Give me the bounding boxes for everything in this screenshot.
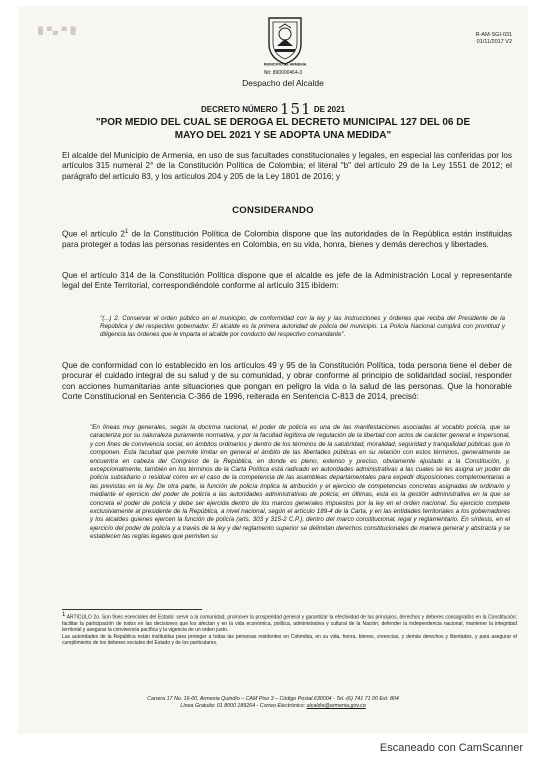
quote-sentencia: "En líneas muy generales, según la doctrina nacional, el poder de policía es una de las manifestaciones asociadas al vocablo policía, que se caracteriza por su naturaleza puramente normativa, y por la facultad legítima de regulación de la libertad con actos de carácter general e impersonal, y con fines de convivencia social, en ámbitos ordinarios y dentro de los términos de la salubridad, moralidad, seguridad y tranquilidad públicas que lo componen. Esta facultad que permite limitar en general el ámbito de las libertades públicas en su relación con estos términos, generalmente se encuentra en cabeza del Congreso de la República, en donde es pleno, extenso y preciso, obviamente ajustado a la Constitución, y, excepcionalmente, también en los términos de la Carta Política está radicado en autoridades administrativas a las cuales se les asigna un poder de policía subsidiario o residual como en el caso de la competencia de las asambleas departamentales para expedir disposiciones complementarias a las previstas en la ley. De otra parte, la función de policía implica la atribución y el ejercicio de competencias concretas asignadas de ordinario y mediante el ejercicio del poder de policía a las autoridades administrativas de policía; en últimas, esta es la gestión administrativa en la que se concreta el poder de policía y debe ser ejercida dentro de los marcos generales impuestos por la ley en el orden nacional. Su ejercicio compete exclusivamente al presidente de la República, a nivel nacional, según el artículo 189-4 de la Carta, y en las entidades territoriales a los gobernadores y los alcaldes quienes ejercen la función de policía (arts. 303 y 315-2 C.P.), dentro del marco constitucional, legal y reglamentario. En síntesis, en el ejercicio del poder de policía y a través de la ley y del reglamento superior se delimitan derechos constitucionales de manera general y abstracta y se establecen las reglas legales que permiten su — [90, 424, 510, 541]
decree-year: DE 2021 — [313, 105, 345, 114]
paragraph-articles-49-95: Que de conformidad con lo establecido en los artículos 49 y 95 de la Constitución Política, toda persona tiene el deber de procurar el cuidado integral de su salud y de su comunidad, y obrar conforme al principio de solidaridad social, responder con acciones humanitarias ante situaciones que pongan en peligro la vida o la salud de las personas. Que la honorable Corte Constitucional en Sentencia C-366 de 1996, reiterada en Sentencia C-813 de 2014, precisó: — [62, 361, 512, 402]
municipal-seal-icon — [263, 14, 307, 66]
para1-start: Que el artículo 2 — [62, 229, 125, 239]
footnote-text-1: ARTICULO 2o. Son fines esenciales del Estado: servir a la comunidad, promover la prosperidad general y garantizar la efectividad de los principios, derechos y deberes consagrados en la Constitución; facilitar la participación de todos en las decisiones que los afectan y en la vida económica, política, administrativa y cultural de la Nación; defender la independencia nacional, mantener la integridad territorial y asegurar la convivencia pacífica y la vigencia de un orden justo. — [62, 614, 517, 634]
considerando-heading: CONSIDERANDO — [232, 205, 314, 216]
footnote-divider — [62, 609, 202, 610]
doc-code: R-AM-SGI-031 — [475, 32, 512, 38]
footnote-text-2: Las autoridades de la República están instituidas para proteger a todas las personas residentes en Colombia, en su vida, honra, bienes, creencias, y demás derechos y libertades, y para asegurar el cumplimiento de los deberes sociales del Estado y de los particulares. — [62, 633, 517, 647]
para1-end: de la Constitución Política de Colombia dispone que las autoridades de la República están instituidas para proteger a todas las personas residentes en Colombia, en su vida, honra, bienes y demás derechos y libertades. — [62, 229, 512, 250]
document-code — [476, 32, 512, 46]
footer-email[interactable]: alcaldia@armenia.gov.co — [306, 703, 366, 709]
preamble-paragraph: El alcalde del Municipio de Armenia, en uso de sus facultades constitucionales y legales, en especial las conferidas por los artículos 315 numeral 2° de la Constitución Política de Colombia; el literal "b" del artículo 29 de la Ley 1551 de 2012; el parágrafo del artículo 83, y los artículos 204 y 205 de la Ley 1801 de 2016; y — [62, 151, 512, 181]
footnote — [62, 612, 517, 647]
bleed-through-text: █ ▀▄ ▀ █ — [38, 28, 77, 35]
quote-article-315: "(...) 2. Conservar el orden público en el municipio, de conformidad con la ley y las instrucciones y órdenes que reciba del Presidente de la República y del respectivo gobernador. El alcalde es la primera autoridad de policía del municipio. La Policía Nacional cumplirá con prontitud y diligencia las órdenes que le imparta el alcalde por conducto del respectivo comandante". — [100, 315, 505, 339]
decree-title: "POR MEDIO DEL CUAL SE DEROGA EL DECRETO MUNICIPAL 127 DEL 06 DE MAYO DEL 2021 Y SE ADOPTA UNA MEDIDA" — [95, 117, 471, 141]
page-footer — [98, 696, 448, 710]
footer-address: Carrera 17 No. 16-00, Armenia Quindío – CAM Piso 3 – Código Postal.630004 - Tel.-(6) 741 71 00 Ext. 804 — [147, 696, 399, 702]
seal-text: MUNICIPIO DE ARMENIA — [263, 62, 307, 66]
decree-label: DECRETO NÚMERO — [201, 105, 278, 114]
decree-number-line — [18, 100, 528, 118]
department-name: Despacho del Alcalde — [242, 78, 324, 88]
camscanner-watermark: Escaneado con CamScanner — [379, 742, 523, 754]
footer-phone: Línea Gratuita: 01 8000 189264 - Correo Electrónico: — [180, 703, 307, 709]
document-page — [18, 6, 528, 734]
footnote-marker: 1 — [62, 612, 66, 618]
decree-number: 151 — [279, 100, 312, 118]
nit-number: Nit: 890000464-3 — [263, 70, 303, 76]
footnote-ref: 1 — [124, 229, 129, 235]
paragraph-article-314: Que el artículo 314 de la Constitución Política dispone que el alcalde es jefe de la Administración Local y representante legal del Ente Territorial, correspondiéndole conforme al artículo 315 ibídem: — [62, 271, 512, 291]
doc-version: 01/11/2017 V2 — [476, 39, 512, 45]
paragraph-article-2 — [62, 227, 512, 251]
